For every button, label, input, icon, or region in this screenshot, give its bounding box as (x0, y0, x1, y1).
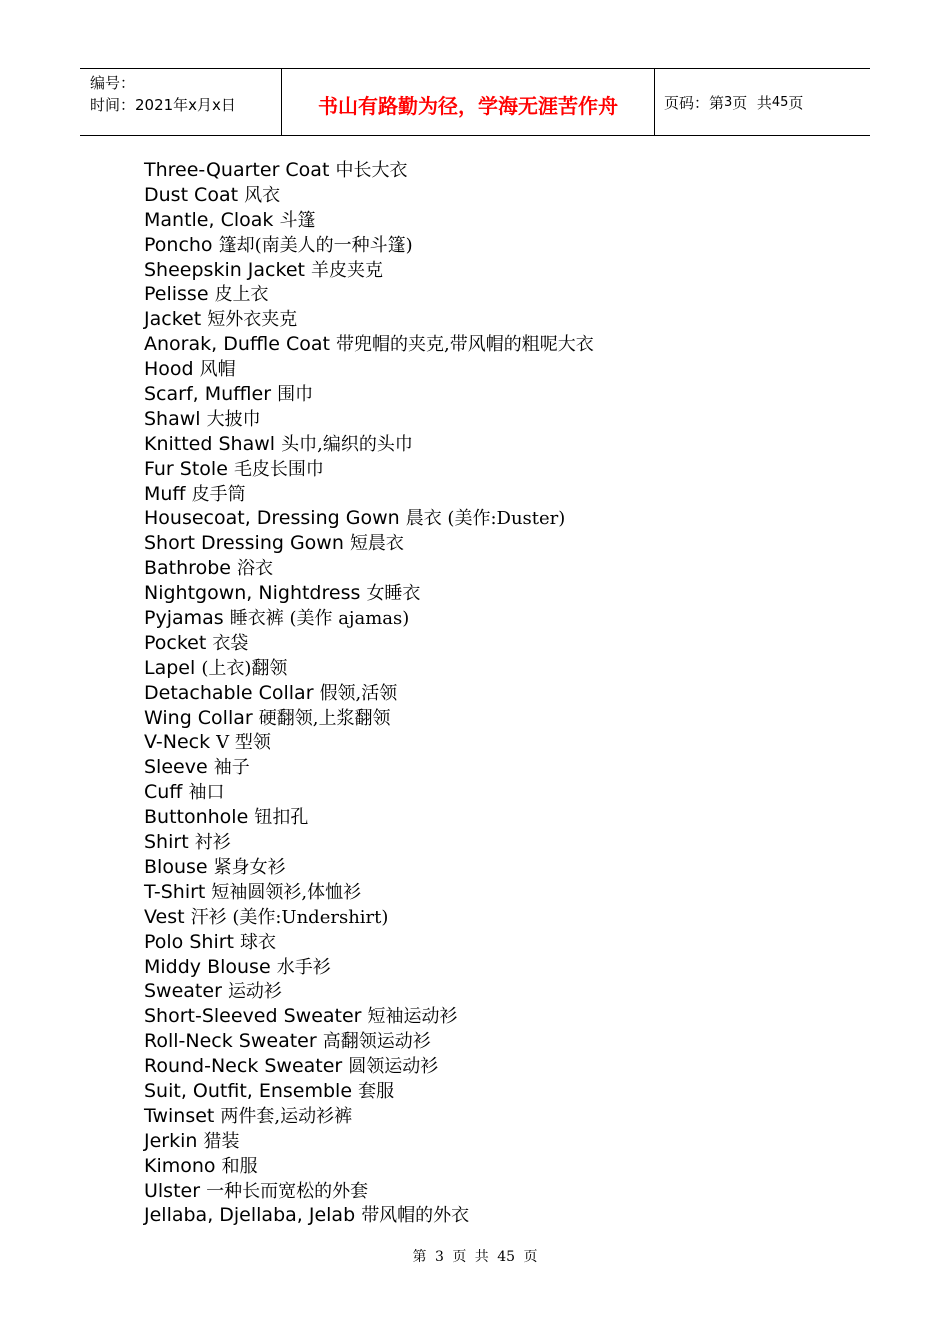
glossary-entry (144, 208, 594, 233)
entry-chinese-term: 篷却(南美人的一种斗篷) (218, 234, 413, 256)
entry-english-term: Bathrobe (144, 557, 231, 580)
header-page-indicator (655, 69, 870, 135)
glossary-entry (144, 531, 594, 556)
entry-english-term: Vest (144, 905, 185, 928)
entry-english-term: Nightgown, Nightdress (144, 582, 361, 605)
footer-total-pages: 45 (497, 1249, 516, 1265)
entry-english-term: Round-Neck Sweater (144, 1055, 343, 1078)
glossary-entry (144, 1079, 594, 1104)
document-number-label: 编号： (90, 74, 136, 92)
entry-chinese-term: 假领,活领 (319, 682, 398, 704)
entry-english-term: Roll-Neck Sweater (144, 1030, 317, 1053)
entry-english-term: Scarf, Muffler (144, 383, 272, 406)
entry-english-term: Pelisse (144, 283, 209, 306)
entry-english-term: Three-Quarter Coat (144, 159, 330, 181)
glossary-entry (144, 432, 594, 457)
entry-chinese-term: 睡衣裤 (美作 ajamas) (229, 608, 410, 630)
entry-chinese-term: 球衣 (240, 931, 277, 953)
entry-english-term: Polo Shirt (144, 930, 234, 953)
entry-english-term: Muff (144, 482, 186, 505)
footer-prefix: 第 (412, 1249, 427, 1265)
entry-chinese-term: 短袖圆领衫,体恤衫 (211, 881, 362, 903)
footer-mid: 页 共 (452, 1249, 489, 1265)
page-footer (0, 1246, 950, 1266)
glossary-entry (144, 457, 594, 482)
entry-english-term: Middy Blouse (144, 955, 271, 978)
document-time-label: 时间：2021年x月x日 (90, 96, 236, 114)
glossary-entry (144, 1054, 594, 1079)
entry-english-term: Short-Sleeved Sweater (144, 1005, 362, 1028)
entry-chinese-term: 斗篷 (279, 209, 316, 231)
glossary-entry (144, 979, 594, 1004)
entry-chinese-term: 硬翻领,上浆翻领 (258, 707, 391, 729)
glossary-entry (144, 730, 594, 755)
glossary-entry (144, 606, 594, 631)
entry-chinese-term: 风帽 (199, 359, 236, 381)
header-page-current: 3 (724, 94, 733, 110)
header-meta-cell (80, 69, 281, 135)
header-page-mid: 页 共 (732, 93, 772, 112)
entry-chinese-term: 带兜帽的夹克,带风帽的粗呢大衣 (336, 334, 594, 356)
glossary-entry (144, 407, 594, 432)
glossary-entry (144, 830, 594, 855)
entry-english-term: Sleeve (144, 756, 208, 779)
entry-chinese-term: 风衣 (244, 184, 281, 206)
entry-chinese-term: 和服 (221, 1155, 258, 1177)
glossary-entry (144, 780, 594, 805)
glossary-entry (144, 581, 594, 606)
entry-chinese-term: 两件套,运动衫裤 (220, 1105, 353, 1127)
glossary-entry (144, 905, 594, 930)
glossary-entry (144, 282, 594, 307)
glossary-entry (144, 1179, 594, 1204)
entry-english-term: Detachable Collar (144, 681, 314, 704)
glossary-entry (144, 258, 594, 283)
footer-current-page: 3 (434, 1249, 444, 1265)
glossary-entry (144, 307, 594, 332)
entry-english-term: Buttonhole (144, 806, 249, 829)
entry-chinese-term: 圆领运动衫 (348, 1056, 439, 1078)
entry-english-term: Hood (144, 358, 194, 381)
entry-english-term: Shawl (144, 407, 201, 430)
glossary-entry (144, 1029, 594, 1054)
entry-chinese-term: (上衣)翻领 (201, 657, 288, 679)
glossary-entry (144, 1104, 594, 1129)
entry-chinese-term: 女睡衣 (366, 583, 421, 605)
glossary-entry (144, 1129, 594, 1154)
entry-english-term: Jerkin (144, 1129, 198, 1152)
entry-chinese-term: 运动衫 (227, 981, 282, 1003)
entry-chinese-term: 浴衣 (237, 558, 273, 580)
entry-english-term: Cuff (144, 781, 183, 804)
entry-english-term: V-Neck (144, 731, 211, 754)
entry-chinese-term: 袖子 (213, 757, 250, 779)
entry-chinese-term: 一种长而宽松的外套 (206, 1180, 369, 1202)
glossary-entry (144, 656, 594, 681)
entry-english-term: Anorak, Duffle Coat (144, 333, 330, 356)
glossary-entry (144, 631, 594, 656)
entry-chinese-term: 高翻领运动衫 (322, 1031, 431, 1053)
glossary-entry (144, 955, 594, 980)
glossary-entry (144, 233, 594, 258)
glossary-entry (144, 706, 594, 731)
glossary-entry (144, 482, 594, 507)
glossary-entry (144, 382, 594, 407)
entry-chinese-term: 短晨衣 (349, 533, 404, 555)
entry-english-term: Ulster (144, 1179, 201, 1202)
glossary-entry (144, 1154, 594, 1179)
entry-english-term: Kimono (144, 1154, 216, 1177)
entry-chinese-term: 围巾 (277, 384, 314, 406)
glossary-entry (144, 681, 594, 706)
glossary-entry (144, 805, 594, 830)
entry-chinese-term: 皮手筒 (191, 483, 246, 505)
entry-english-term: Jacket (144, 308, 202, 331)
glossary-entry (144, 755, 594, 780)
header-motto: 书山有路勤为径，学海无涯苦作舟 (281, 69, 655, 135)
entry-chinese-term: 短外衣夹克 (207, 309, 298, 331)
entry-chinese-term: 短袖运动衫 (367, 1006, 458, 1028)
glossary-entry (144, 158, 594, 183)
glossary-entry (144, 930, 594, 955)
entry-english-term: Lapel (144, 656, 196, 679)
glossary-entry (144, 357, 594, 382)
glossary-entry (144, 1203, 594, 1228)
entry-english-term: Fur Stole (144, 457, 228, 480)
entry-chinese-term: 毛皮长围巾 (233, 458, 324, 480)
entry-chinese-term: 羊皮夹克 (311, 259, 384, 281)
entry-chinese-term: 猎装 (203, 1130, 240, 1152)
page-header (80, 68, 870, 136)
entry-chinese-term: 套服 (358, 1080, 395, 1102)
glossary-entry (144, 556, 594, 581)
header-page-suffix: 页 (788, 93, 804, 112)
entry-english-term: Poncho (144, 233, 213, 256)
entry-english-term: Pocket (144, 631, 207, 654)
glossary-entry (144, 1004, 594, 1029)
entry-english-term: Pyjamas (144, 607, 224, 630)
entry-chinese-term: 衬衫 (194, 832, 231, 854)
entry-english-term: Suit, Outfit, Ensemble (144, 1079, 353, 1102)
entry-chinese-term: 中长大衣 (335, 160, 408, 181)
entry-chinese-term: V 型领 (216, 732, 271, 754)
entry-chinese-term: 钮扣孔 (254, 807, 309, 829)
header-page-prefix: 页码：第 (664, 93, 725, 112)
entry-chinese-term: 衣袋 (212, 632, 249, 654)
entry-chinese-term: 头巾,编织的头巾 (281, 433, 413, 455)
entry-english-term: Wing Collar (144, 706, 253, 729)
glossary-list (144, 158, 594, 1228)
entry-english-term: Shirt (144, 831, 189, 854)
footer-suffix: 页 (523, 1249, 538, 1265)
entry-chinese-term: 紧身女衫 (213, 856, 286, 878)
glossary-entry (144, 506, 594, 531)
entry-english-term: Sweater (144, 980, 222, 1003)
entry-english-term: Twinset (144, 1104, 215, 1127)
entry-english-term: Mantle, Cloak (144, 208, 274, 231)
entry-english-term: Housecoat, Dressing Gown (144, 507, 400, 530)
entry-chinese-term: 皮上衣 (214, 284, 269, 306)
entry-chinese-term: 晨衣 (美作:Duster) (405, 508, 566, 530)
glossary-entry (144, 183, 594, 208)
entry-english-term: Knitted Shawl (144, 432, 276, 455)
entry-chinese-term: 水手衫 (276, 956, 331, 978)
entry-english-term: Jellaba, Djellaba, Jelab (144, 1204, 356, 1227)
entry-english-term: Dust Coat (144, 183, 239, 206)
glossary-entry (144, 332, 594, 357)
glossary-entry (144, 880, 594, 905)
entry-chinese-term: 袖口 (188, 782, 225, 804)
entry-chinese-term: 汗衫 (美作:Undershirt) (190, 906, 389, 928)
entry-chinese-term: 大披巾 (206, 408, 261, 430)
entry-english-term: Sheepskin Jacket (144, 258, 305, 281)
header-page-total: 45 (771, 94, 789, 110)
entry-english-term: Short Dressing Gown (144, 532, 344, 555)
entry-english-term: T-Shirt (144, 880, 206, 903)
entry-chinese-term: 带风帽的外衣 (361, 1205, 470, 1227)
entry-english-term: Blouse (144, 855, 208, 878)
glossary-entry (144, 855, 594, 880)
